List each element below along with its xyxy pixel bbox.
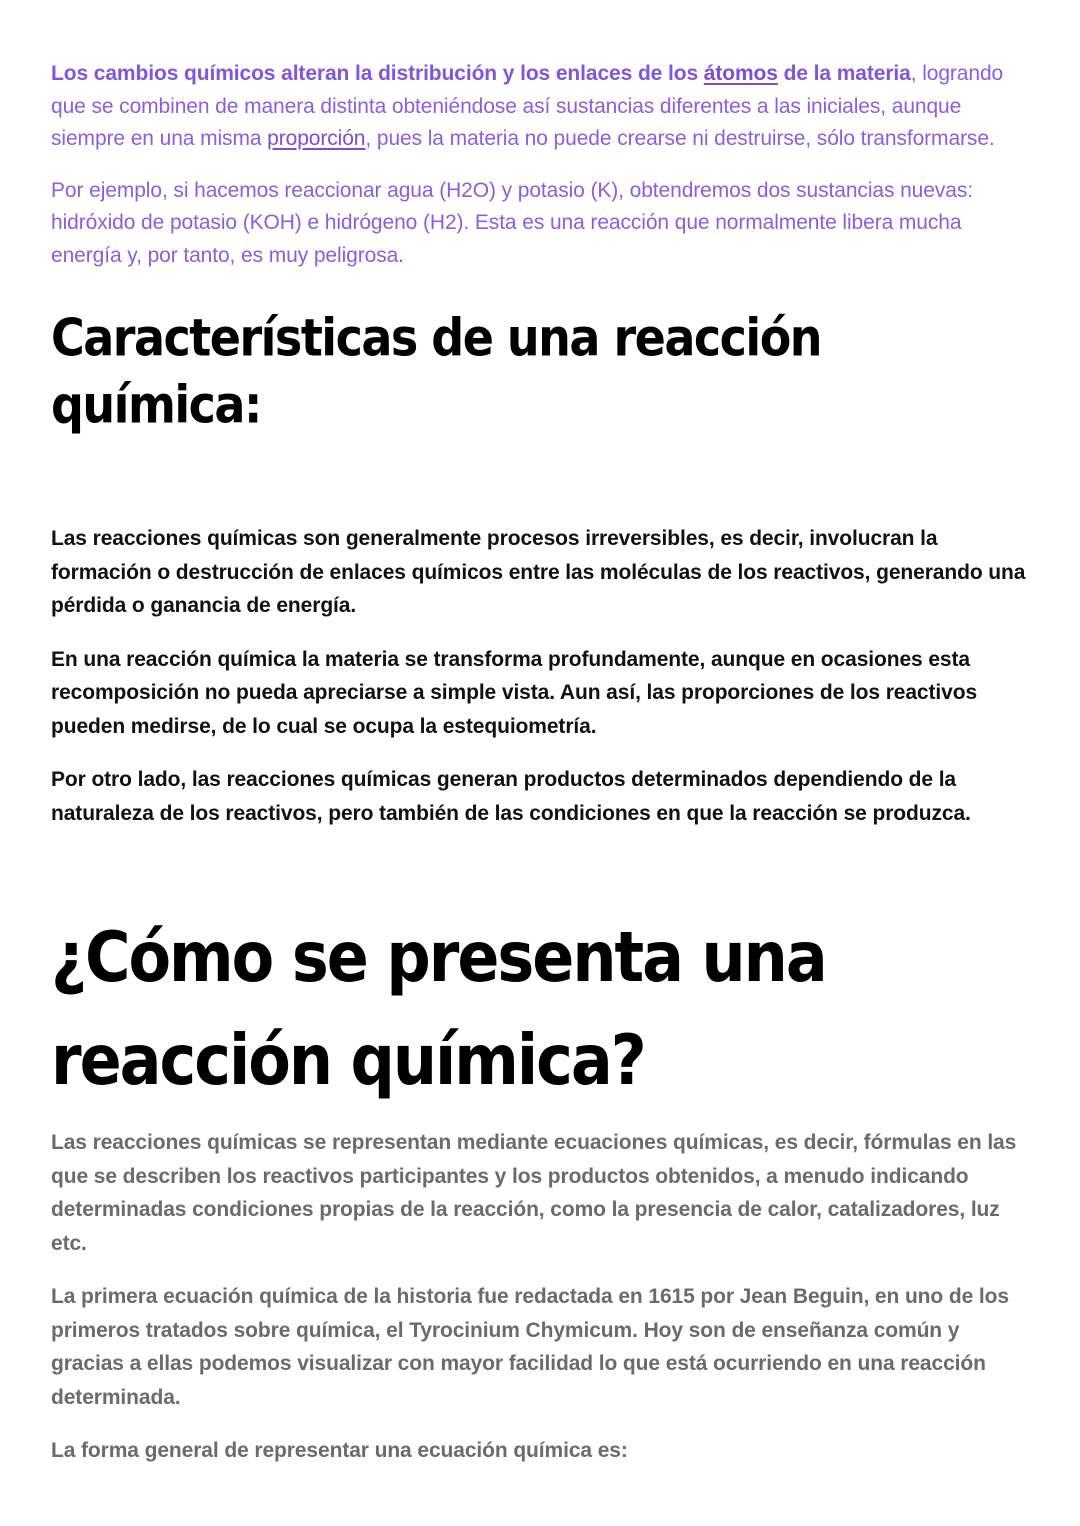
intro-paragraph-1 [51, 58, 1036, 156]
link-atomos[interactable]: átomos [703, 62, 778, 85]
intro-bold-text-2: de la materia [777, 62, 911, 85]
link-proporcion[interactable]: proporción [267, 127, 366, 150]
intro-paragraph-2: Por ejemplo, si hacemos reaccionar agua (H2O) y potasio (K), obtendremos dos sustancias nuevas: hidróxido de potasio (KOH) e hidrógeno (H2). Esta es una reacción que normalmente libera mucha energía y, por tanto, es muy peligrosa. [51, 178, 973, 267]
representation-paragraph-3: La forma general de representar una ecuación química es: [51, 1439, 628, 1462]
characteristics-paragraph-1: Las reacciones químicas son generalmente procesos irreversibles, es decir, involucran la formación o destrucción de enlaces químicos entre las moléculas de los reactivos, generando una pérdida o ganancia de energía. [51, 527, 1026, 617]
intro-text-2: , pues la materia no puede crearse ni destruirse, sólo transformarse. [365, 127, 995, 150]
intro-text-1: , logrando que se combinen de manera distinta obteniéndose así sustancias diferentes a las iniciales, aunque siempre en una misma [51, 62, 1004, 150]
characteristics-paragraph-2: En una reacción química la materia se transforma profundamente, aunque en ocasiones esta recomposición no pueda apreciarse a simple vista. Aun así, las proporciones de los reactivos pueden medirse, de lo cual se ocupa la estequiometría. [51, 647, 978, 738]
section-heading-representation: ¿Cómo se presenta una reacción química? [51, 916, 826, 1101]
intro-bold-text-1: Los cambios químicos alteran la distribución y los enlaces de los [51, 62, 704, 85]
document-page [51, 58, 1036, 1468]
characteristics-paragraph-3: Por otro lado, las reacciones químicas generan productos determinados dependiendo de la naturaleza de los reactivos, pero también de las condiciones en que la reacción se produzca. [51, 768, 971, 825]
section-heading-characteristics: Características de una reacción química: [51, 307, 822, 436]
representation-paragraph-1: Las reacciones químicas se representan mediante ecuaciones químicas, es decir, fórmulas en las que se describen los reactivos participantes y los productos obtenidos, a menudo indicando determinadas condiciones propias de la reacción, como la presencia de calor, catalizadores, luz etc. [51, 1131, 1017, 1255]
representation-paragraph-2: La primera ecuación química de la historia fue redactada en 1615 por Jean Beguin, en uno de los primeros tratados sobre química, el Tyrocinium Chymicum. Hoy son de enseñanza común y gracias a ellas podemos visualizar con mayor facilidad lo que está ocurriendo en una reacción determinada. [51, 1285, 1009, 1409]
